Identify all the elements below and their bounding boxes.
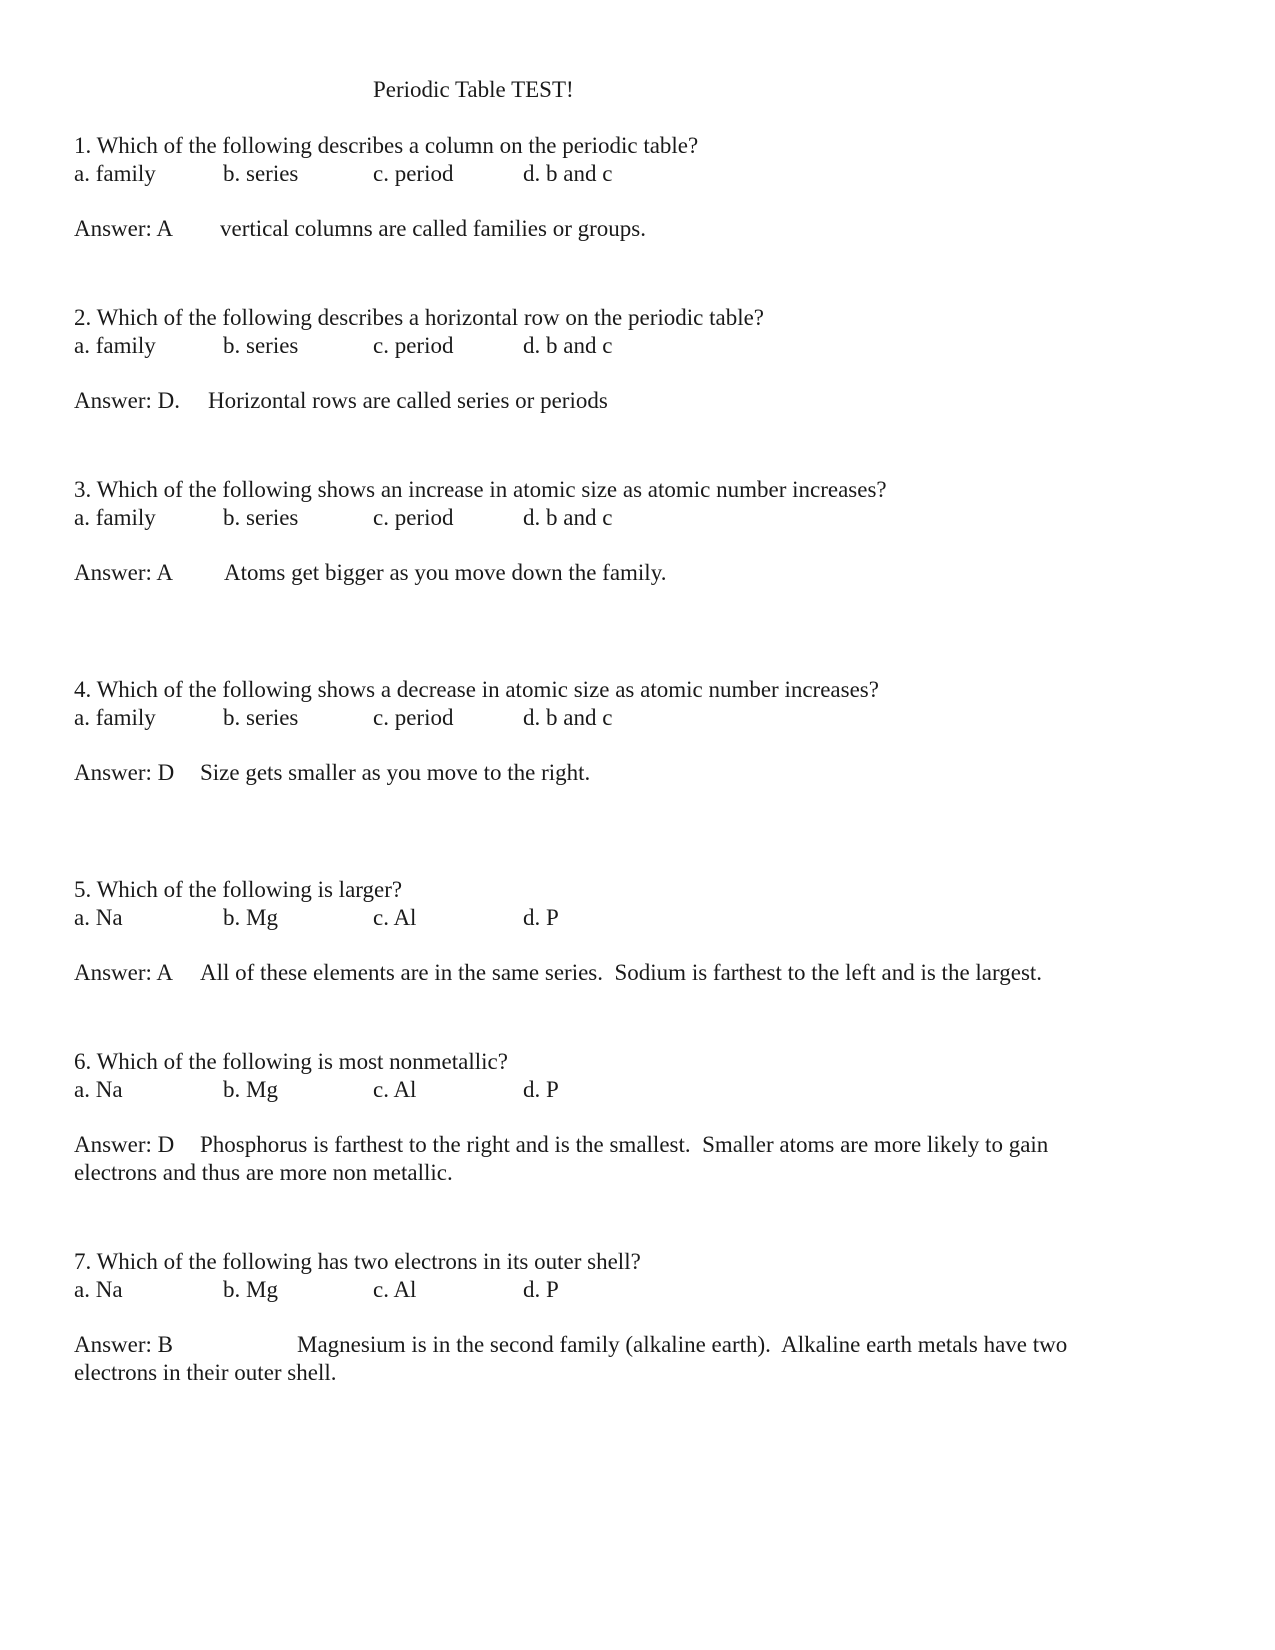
answer-line xyxy=(74,1131,1164,1159)
question-4 xyxy=(74,676,1164,787)
option-d: d. P xyxy=(523,1077,559,1102)
answer-label: Answer: B xyxy=(74,1332,174,1357)
answer xyxy=(74,215,1164,243)
answer-continuation: electrons and thus are more non metallic. xyxy=(74,1160,453,1185)
option-a: a. family xyxy=(74,161,156,186)
options-row xyxy=(74,332,1164,360)
option-a: a. family xyxy=(74,505,156,530)
answer xyxy=(74,1131,1164,1187)
options-row xyxy=(74,1276,1164,1304)
answer-label: Answer: A xyxy=(74,960,174,985)
answer-explanation: All of these elements are in the same series. Sodium is farthest to the left and is the largest. xyxy=(200,960,1043,985)
option-d: d. b and c xyxy=(523,505,613,530)
question-text: 6. Which of the following is most nonmetallic? xyxy=(74,1049,508,1074)
answer xyxy=(74,1331,1164,1387)
option-c: c. period xyxy=(373,705,454,730)
answer-explanation: vertical columns are called families or groups. xyxy=(220,216,646,241)
question-text: 2. Which of the following describes a horizontal row on the periodic table? xyxy=(74,305,764,330)
answer xyxy=(74,959,1164,987)
option-d: d. b and c xyxy=(523,705,613,730)
option-c: c. period xyxy=(373,161,454,186)
question-text: 7. Which of the following has two electrons in its outer shell? xyxy=(74,1249,641,1274)
option-c: c. period xyxy=(373,333,454,358)
question-text: 1. Which of the following describes a column on the periodic table? xyxy=(74,133,699,158)
options-row xyxy=(74,704,1164,732)
option-a: a. family xyxy=(74,333,156,358)
answer-line xyxy=(74,387,1164,415)
option-a: a. Na xyxy=(74,1277,123,1302)
option-b: b. series xyxy=(223,161,299,186)
answer-line xyxy=(74,1331,1164,1359)
option-c: c. period xyxy=(373,505,454,530)
option-a: a. family xyxy=(74,705,156,730)
option-c: c. Al xyxy=(373,1277,417,1302)
option-d: d. P xyxy=(523,1277,559,1302)
answer-line xyxy=(74,559,1164,587)
answer-label: Answer: D xyxy=(74,760,175,785)
question-1 xyxy=(74,132,1164,243)
question-3 xyxy=(74,476,1164,587)
answer-line xyxy=(74,759,1164,787)
answer-line xyxy=(74,959,1164,987)
answer-explanation: Phosphorus is farthest to the right and is the smallest. Smaller atoms are more likely to gain xyxy=(200,1132,1049,1157)
question-5 xyxy=(74,876,1164,987)
answer-label: Answer: A xyxy=(74,216,174,241)
options-row xyxy=(74,160,1164,188)
answer-label: Answer: D xyxy=(74,1132,175,1157)
answer-label: Answer: A xyxy=(74,560,174,585)
question-7 xyxy=(74,1248,1164,1387)
answer-explanation: Horizontal rows are called series or periods xyxy=(208,388,608,413)
answer-label: Answer: D. xyxy=(74,388,181,413)
answer xyxy=(74,559,1164,587)
option-d: d. P xyxy=(523,905,559,930)
question-6 xyxy=(74,1048,1164,1187)
options-row xyxy=(74,1076,1164,1104)
options-row xyxy=(74,904,1164,932)
option-c: c. Al xyxy=(373,905,417,930)
question-2 xyxy=(74,304,1164,415)
option-a: a. Na xyxy=(74,1077,123,1102)
option-d: d. b and c xyxy=(523,161,613,186)
answer-line xyxy=(74,215,1164,243)
options-row xyxy=(74,504,1164,532)
question-text: 3. Which of the following shows an increase in atomic size as atomic number increases? xyxy=(74,477,887,502)
answer xyxy=(74,387,1164,415)
answer xyxy=(74,759,1164,787)
question-text: 5. Which of the following is larger? xyxy=(74,877,403,902)
answer-continuation: electrons in their outer shell. xyxy=(74,1360,337,1385)
answer-explanation: Atoms get bigger as you move down the family. xyxy=(224,560,667,585)
option-b: b. Mg xyxy=(223,905,278,930)
option-a: a. Na xyxy=(74,905,123,930)
option-c: c. Al xyxy=(373,1077,417,1102)
question-text: 4. Which of the following shows a decrease in atomic size as atomic number increases? xyxy=(74,677,879,702)
option-d: d. b and c xyxy=(523,333,613,358)
option-b: b. series xyxy=(223,705,299,730)
answer-explanation: Size gets smaller as you move to the right. xyxy=(200,760,591,785)
option-b: b. series xyxy=(223,333,299,358)
option-b: b. series xyxy=(223,505,299,530)
page-title: Periodic Table TEST! xyxy=(373,77,574,102)
option-b: b. Mg xyxy=(223,1077,278,1102)
option-b: b. Mg xyxy=(223,1277,278,1302)
answer-explanation: Magnesium is in the second family (alkaline earth). Alkaline earth metals have two xyxy=(297,1332,1068,1357)
